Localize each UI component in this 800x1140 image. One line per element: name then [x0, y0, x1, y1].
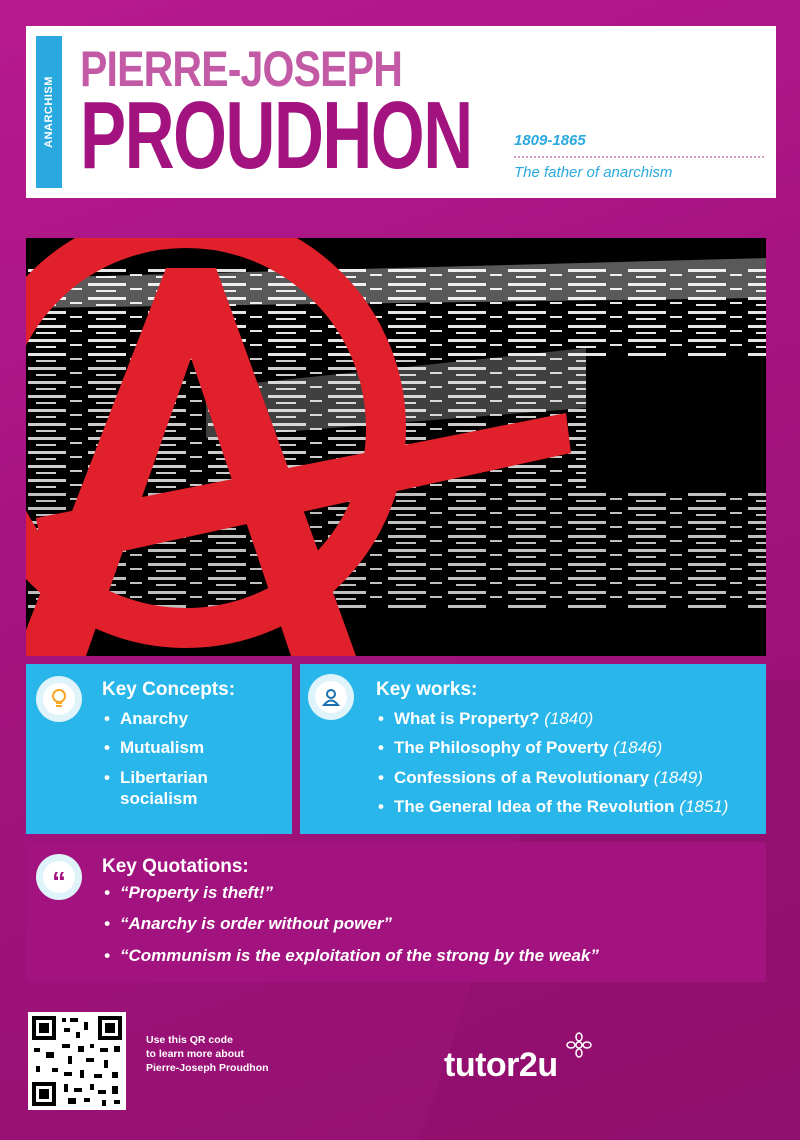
work-title: The Philosophy of Poverty — [394, 738, 609, 758]
key-concepts-list — [104, 708, 284, 817]
key-quotations-panel — [26, 842, 766, 982]
header-card — [26, 26, 776, 198]
list-item: • “Property is theft!” — [104, 882, 744, 903]
person-icon — [308, 674, 354, 720]
key-works-list — [378, 708, 758, 825]
key-works-title: Key works: — [376, 679, 478, 700]
key-concepts-title: Key Concepts: — [102, 679, 236, 700]
hero-image — [26, 238, 766, 656]
work-title: What is Property? — [394, 709, 540, 728]
list-item — [378, 796, 758, 817]
list-item — [378, 767, 758, 788]
key-works-panel — [300, 664, 766, 834]
list-item: • Mutualism — [104, 737, 284, 758]
dotted-divider — [514, 156, 764, 158]
anarchy-symbol-illustration — [26, 238, 766, 656]
list-item — [378, 737, 758, 758]
qr-caption-line: Pierre-Joseph Proudhon — [146, 1062, 269, 1075]
category-tag — [36, 36, 62, 188]
key-quotations-title: Key Quotations: — [102, 856, 249, 877]
work-year: (1840) — [544, 709, 594, 728]
work-year: (1851) — [679, 796, 729, 816]
list-item: • Libertarian socialism — [104, 767, 284, 810]
flower-icon — [566, 1032, 592, 1058]
list-item: • “Anarchy is order without power” — [104, 913, 744, 934]
category-label: ANARCHISM — [43, 76, 56, 148]
list-item: • Anarchy — [104, 708, 284, 729]
qr-caption — [146, 1033, 269, 1076]
key-concepts-panel — [26, 664, 292, 834]
qr-caption-line: to learn more about — [146, 1048, 245, 1061]
brand-text: tutor2u — [444, 1046, 558, 1084]
tagline: The father of anarchism — [514, 164, 673, 181]
work-title: The General Idea of the Revolution — [394, 796, 675, 816]
key-quotations-list — [104, 882, 744, 974]
first-name: PIERRE-JOSEPH — [80, 41, 402, 97]
list-item: • “Communism is the exploitation of the strong by the weak” — [104, 945, 744, 966]
qr-caption-line: Use this QR code — [146, 1034, 233, 1046]
quote-icon: “ — [36, 854, 82, 900]
work-year: (1849) — [653, 767, 703, 787]
lightbulb-icon — [36, 676, 82, 722]
brand-logo[interactable] — [444, 1046, 558, 1085]
life-dates: 1809-1865 — [514, 132, 586, 149]
work-year: (1846) — [613, 738, 663, 758]
work-title: Confessions of a Revolutionary — [394, 767, 650, 787]
list-item — [378, 708, 758, 729]
last-name: PROUDHON — [80, 82, 472, 189]
qr-code[interactable] — [28, 1012, 126, 1110]
